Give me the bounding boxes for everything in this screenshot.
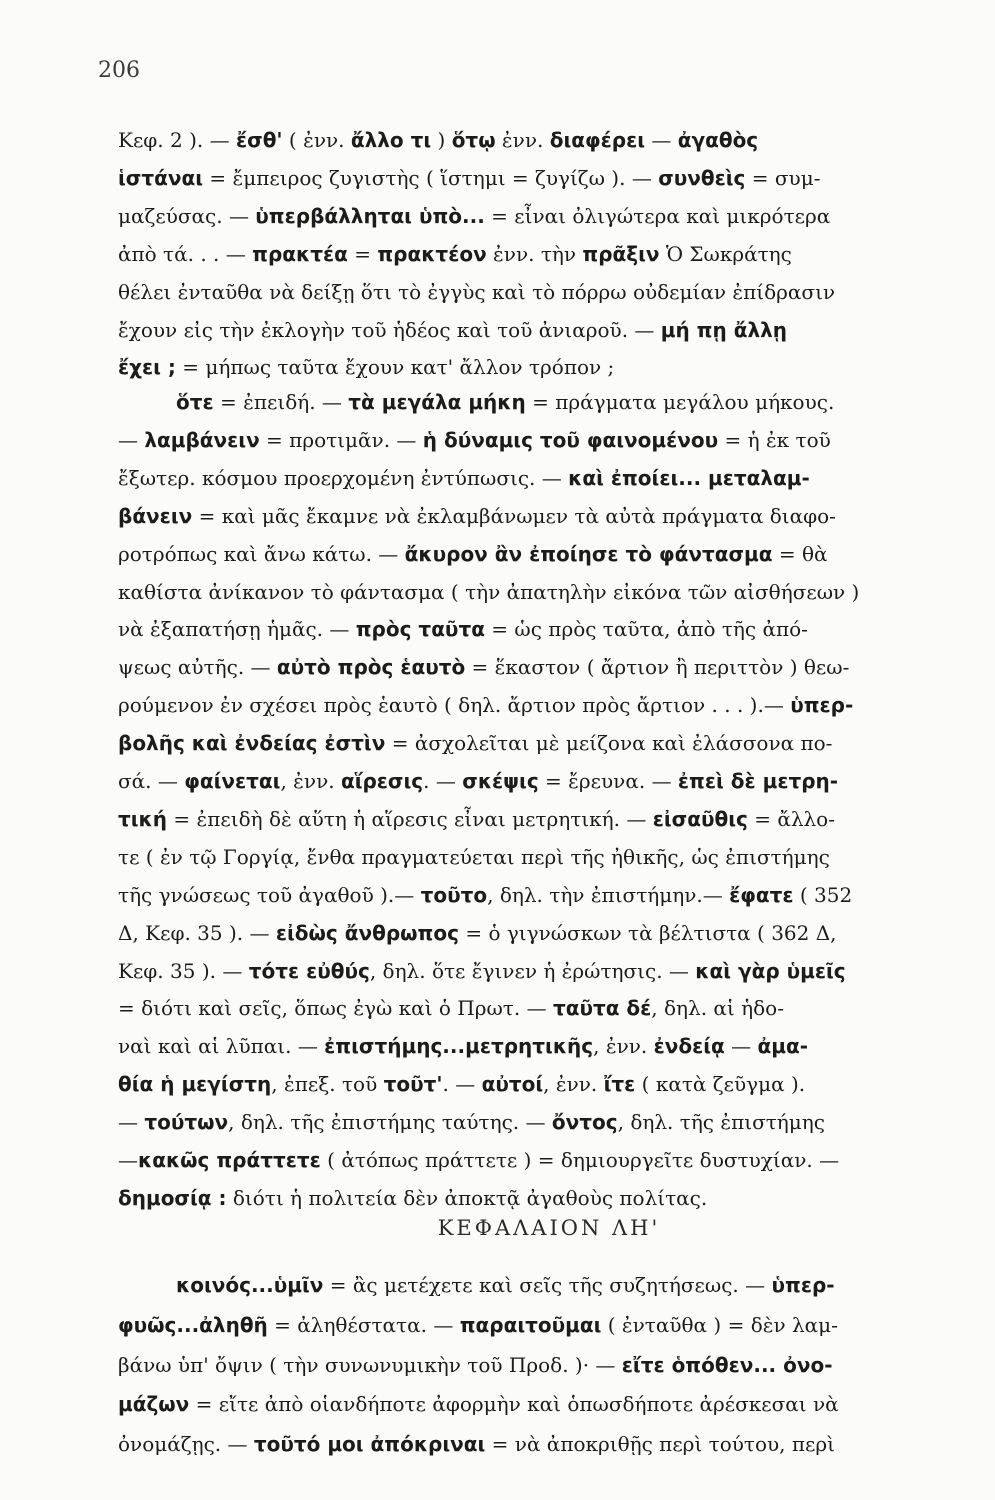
gloss-text: — (118, 427, 145, 452)
bold-term: ἔχει ; (118, 355, 176, 380)
text-line (176, 390, 834, 414)
bold-term: ὑπερβάλληται ὑπὸ... (255, 203, 485, 228)
bold-term: τότε εὐθύς (248, 958, 370, 983)
text-line (118, 166, 820, 190)
bold-term: πρακτέα (252, 241, 348, 266)
gloss-text: ἐνν. (495, 128, 550, 152)
gloss-text: , δηλ. αἱ ἡδο- (651, 996, 784, 1021)
gloss-text: = διότι καὶ σεῖς, ὅπως ἐγὼ καὶ ὁ Πρωτ. — (118, 996, 553, 1021)
text-line (118, 921, 837, 945)
gloss-text: = ἐπειδὴ δὲ αὕτη ἡ αἵρεσις εἶναι μετρητική. — (167, 806, 653, 831)
gloss-text: = ἔμπειρος ζυγιστὴς ( ἵστημι = ζυγίζω ). — (203, 165, 659, 190)
bold-term: ἀμα- (757, 1034, 809, 1059)
bold-term: δημοσίᾳ : (118, 1185, 227, 1210)
text-line (118, 242, 792, 266)
bold-term: ὑπερ- (771, 1273, 835, 1297)
bold-term: κοινός...ὑμῖν (176, 1273, 324, 1297)
gloss-text: , ἐνν. (280, 769, 341, 793)
gloss-text: Κεφ. 2 ). — (118, 128, 236, 152)
gloss-text: — (118, 1110, 145, 1135)
bold-term: ἱστάναι (118, 165, 204, 190)
bold-term: πρᾶξιν (582, 241, 660, 266)
gloss-text: ( ἀτόπως πράττετε ) = δημιουργεῖτε δυστυχίαν. — (320, 1148, 840, 1172)
text-line (118, 318, 787, 342)
bold-term: καὶ γὰρ ὑμεῖς (695, 958, 846, 983)
bold-term: ἐπεὶ δὲ μετρη- (677, 769, 839, 793)
text-line (118, 693, 853, 717)
bold-term: ἐπιστήμης...μετρητικῆς (324, 1034, 594, 1059)
gloss-text: θέλει ἐνταῦθα νὰ δείξῃ ὅτι τὸ ἐγγὺς καὶ τὸ πόρρω οὐδεμίαν ἐπίδρασιν (118, 279, 836, 304)
gloss-text: , ἐπεξ. τοῦ (271, 1072, 384, 1097)
gloss-text: ( ἐνν. (282, 128, 351, 152)
bold-term: παραιτοῦμαι (459, 1312, 602, 1337)
gloss-text: = εἶναι ὀλιγώτερα καὶ μικρότερα (484, 203, 831, 228)
text-line (118, 428, 831, 452)
bold-term: ὑπερ- (790, 693, 854, 718)
gloss-text: Κεφ. 35 ). — (118, 958, 249, 983)
gloss-text: ἔχουν εἰς τὴν ἐκλογὴν τοῦ ἡδέος καὶ τοῦ ἀνιαροῦ. — (118, 317, 661, 342)
bold-term: σκέψις (462, 769, 539, 793)
gloss-text: . — (423, 769, 463, 793)
gloss-text: ( ἐνταῦθα ) = δὲν λαμ- (601, 1312, 838, 1337)
gloss-text: = προτιμᾶν. — (259, 427, 423, 452)
text-line (118, 655, 849, 679)
chapter-heading: ΚΕΦΑΛΑΙΟΝ ΛΗ' (437, 1216, 661, 1240)
gloss-text: μαζεύσας. — (118, 203, 256, 228)
bold-term: αὐτοί (481, 1072, 544, 1097)
bold-term: φαίνεται (184, 769, 281, 793)
text-line (118, 1186, 707, 1210)
gloss-text: = (347, 241, 378, 266)
text-line (118, 1072, 805, 1096)
bold-term: μάζων (118, 1392, 190, 1417)
text-line (118, 1313, 838, 1337)
gloss-text: = ἂς μετέχετε καὶ σεῖς τῆς συζητήσεως. — (323, 1273, 772, 1297)
gloss-text: διότι ἡ πολιτεία δὲν ἀποκτᾷ ἀγαθοὺς πολίτας. (226, 1185, 708, 1210)
gloss-text: τῆς γνώσεως τοῦ ἀγαθοῦ ).— (118, 882, 421, 907)
gloss-text: = νὰ ἀποκριθῇς περὶ τούτου, περὶ (485, 1432, 835, 1457)
gloss-text: — (645, 128, 678, 152)
text-line (118, 731, 832, 755)
text-line (118, 504, 836, 528)
bold-term: ὅτῳ (451, 128, 496, 152)
text-line (118, 1110, 825, 1134)
gloss-text: = μήπως ταῦτα ἔχουν κατ' ἄλλον τρόπον ; (175, 355, 615, 380)
gloss-text: — (724, 1034, 758, 1059)
gloss-text: σά. — (118, 769, 185, 793)
gloss-text: ναὶ καὶ αἱ λῦπαι. — (118, 1034, 325, 1059)
bold-term: ταῦτα δέ (552, 996, 652, 1021)
bold-term: αὐτὸ πρὸς ἑαυτὸ (276, 655, 466, 680)
text-line (118, 1034, 808, 1058)
gloss-text: ψεως αὐτῆς. — (118, 655, 277, 680)
bold-term: ἐνδείᾳ (653, 1034, 725, 1059)
bold-term: τὰ μεγάλα μήκη (348, 390, 526, 414)
text-line (118, 769, 838, 793)
bold-term: πρακτέον (377, 241, 487, 266)
gloss-text: — (118, 1148, 138, 1172)
bold-term: ἔφατε (729, 882, 794, 907)
text-line (118, 204, 830, 228)
text-line (118, 355, 614, 379)
gloss-text: = ἀληθέστατα. — (267, 1312, 460, 1337)
bold-term: τούτων (144, 1110, 229, 1135)
gloss-text: = ἔρευνα. — (538, 769, 678, 793)
gloss-text: = εἴτε ἀπὸ οἱανδήποτε ἀφορμὴν καὶ ὁπωσδήποτε ἀρέσκεσαι νὰ (189, 1392, 839, 1417)
gloss-text: , ἐνν. (593, 1034, 654, 1059)
gloss-text: = καὶ μᾶς ἔκαμνε νὰ ἐκλαμβάνωμεν τὰ αὐτὰ πράγματα διαφο- (192, 503, 836, 528)
text-line (118, 807, 835, 831)
gloss-text: , δηλ. τῆς ἐπιστήμης (617, 1110, 825, 1135)
bold-term: εἰδὼς ἄνθρωπος (275, 920, 459, 945)
gloss-text: , ἐνν. (543, 1072, 604, 1097)
text-line (176, 1273, 835, 1297)
gloss-text: ρούμενον ἐν σχέσει πρὸς ἑαυτὸ ( δηλ. ἄρτιον πρὸς ἄρτιον . . . ).— (118, 693, 791, 718)
gloss-text: ἀπὸ τά. . . — (118, 241, 253, 266)
text-line (118, 617, 808, 641)
bold-term: τοῦτό μοι ἀπόκριναι (253, 1432, 486, 1457)
text-line (118, 959, 846, 983)
gloss-text: νὰ ἐξαπατήσῃ ἡμᾶς. — (118, 617, 356, 642)
gloss-text: καθίστα ἀνίκανον τὸ φάντασμα ( τὴν ἀπατηλὴν εἰκόνα τῶν αἰσθήσεων ) (118, 579, 860, 604)
bold-term: συνθεὶς (658, 165, 746, 190)
gloss-text: ἐνν. τὴν (486, 241, 583, 266)
bold-term: λαμβάνειν (144, 427, 260, 452)
gloss-text: , δηλ. τῆς ἐπιστήμης ταύτης. — (228, 1110, 552, 1135)
bold-term: πρὸς ταῦτα (355, 617, 485, 642)
gloss-text: ( 352 (793, 882, 853, 907)
bold-term: τοῦτο (420, 882, 488, 907)
gloss-text: = πράγματα μεγάλου μήκους. (525, 390, 835, 414)
gloss-text: , δηλ. ὅτε ἔγινεν ἡ ἐρώτησις. — (369, 958, 696, 983)
gloss-text: τε ( ἐν τῷ Γοργίᾳ, ἔνθα πραγματεύεται περὶ τῆς ἠθικῆς, ὡς ἐπιστήμης (118, 844, 830, 869)
bold-term: εἰσαῦθις (652, 806, 748, 831)
page-number: 206 (98, 58, 140, 83)
gloss-text: = ἀσχολεῖται μὲ μείζονα καὶ ἐλάσσονα πο- (385, 731, 833, 756)
bold-term: ἴτε (603, 1072, 636, 1097)
gloss-text: = ἡ ἐκ τοῦ (718, 427, 831, 452)
gloss-text: = ἐπειδή. — (213, 390, 349, 414)
text-line (118, 466, 810, 490)
text-line (118, 128, 758, 152)
text-line (118, 580, 859, 604)
bold-term: φυῶς...ἀληθῆ (118, 1312, 268, 1337)
bold-term: αἵρεσις (340, 769, 424, 793)
text-line (118, 996, 784, 1020)
gloss-text: = ἄλλο- (747, 806, 835, 831)
bold-term: ἔσθ' (235, 128, 283, 152)
gloss-text: = συμ- (745, 165, 821, 190)
gloss-text: = θὰ (772, 541, 828, 566)
gloss-text: = ἕκαστον ( ἄρτιον ἢ περιττὸν ) θεω- (465, 655, 850, 680)
text-line (118, 845, 830, 869)
text-line (118, 1148, 839, 1172)
text-line (118, 1392, 839, 1416)
bold-term: καὶ ἐποίει... μεταλαμ- (568, 465, 810, 490)
bold-term: μή πῃ ἄλλῃ (660, 317, 787, 342)
bold-term: βολῆς καὶ ἐνδείας ἐστὶν (118, 731, 386, 756)
text-line (118, 883, 852, 907)
bold-term: κακῶς πράττετε (138, 1148, 321, 1172)
gloss-text: ) (431, 128, 452, 152)
gloss-text: = ὁ γιγνώσκων τὰ βέλτιστα ( 362 Δ, (458, 920, 837, 945)
gloss-text: ( κατὰ ζεῦγμα ). (635, 1072, 806, 1097)
bold-term: ἡ δύναμις τοῦ φαινομένου (422, 427, 719, 452)
gloss-text: = ὡς πρὸς ταῦτα, ἀπὸ τῆς ἀπό- (484, 617, 808, 642)
bold-term: βάνειν (118, 503, 193, 528)
bold-term: τοῦτ' (383, 1072, 443, 1097)
gloss-text: βάνω ὑπ' ὄψιν ( τὴν συνωνυμικὴν τοῦ Προδ. )· — (118, 1352, 622, 1377)
gloss-text: , δηλ. τὴν ἐπιστήμην.— (487, 882, 730, 907)
bold-term: ἄκυρον ἂν ἐποίησε τὸ φάντασμα (404, 541, 773, 566)
bold-term: τική (118, 806, 168, 831)
text-line (118, 280, 835, 304)
bold-term: ἀγαθὸς (677, 128, 759, 152)
bold-term: ὄντος (551, 1110, 618, 1135)
gloss-text: ροτρόπως καὶ ἄνω κάτω. — (118, 541, 405, 566)
gloss-text: Ὁ Σωκράτης (659, 241, 792, 266)
bold-term: διαφέρει (549, 128, 645, 152)
gloss-text: Δ, Κεφ. 35 ). — (118, 920, 276, 945)
bold-term: ἄλλο τι (350, 128, 432, 152)
gloss-text: ὀνομάζῃς. — (118, 1432, 254, 1457)
bold-term: θία ἡ μεγίστη (118, 1072, 272, 1097)
text-line (118, 1353, 833, 1377)
gloss-text: . — (442, 1072, 482, 1097)
text-line (118, 1432, 835, 1456)
gloss-text: ἔξωτερ. κόσμου προερχομένη ἐντύπωσις. — (118, 465, 569, 490)
bold-term: εἴτε ὁπόθεν... ὀνο- (621, 1352, 833, 1377)
bold-term: ὅτε (176, 390, 214, 414)
text-line (118, 542, 828, 566)
